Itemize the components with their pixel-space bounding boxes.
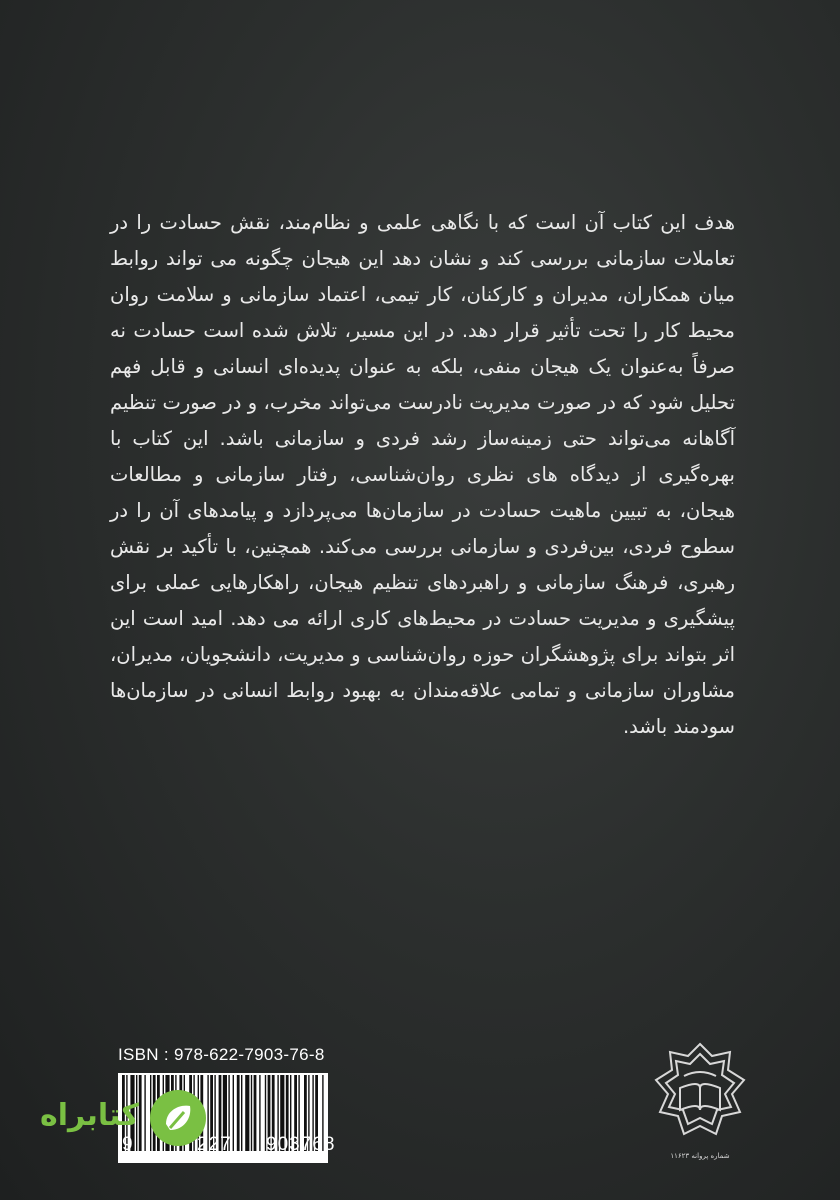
publisher-emblem <box>650 1040 750 1158</box>
publisher-license-caption: شماره پروانه ۱۱۶۲۳ <box>670 1152 730 1160</box>
barcode-digits-group1: 227 <box>197 1134 232 1155</box>
ketabrah-wordmark: کتابراه <box>40 1098 139 1133</box>
barcode-digits-group2: 903768 <box>266 1134 336 1155</box>
book-in-star-emblem-icon <box>650 1040 750 1150</box>
blurb-paragraph: هدف این کتاب آن است که با نگاهی علمی و نظام‌مند، نقش حسادت را در تعاملات سازمانی بررسی کند و نشان دهد این هیجان چگونه می تواند روابط میان همکاران، مدیران و کارکنان، کار تیمی، اعتماد سازمانی و سلامت روان محیط کار را تحت تأثیر قرار دهد. در این مسیر، تلاش شده است حسادت نه صرفاً به‌عنوان یک هیجان منفی، بلکه به عنوان پدیده‌ای انسانی و قابل فهم تحلیل شود که در صورت مدیریت نادرست می‌تواند مخرب، و در صورت تنظیم آگاهانه می‌تواند حتی زمینه‌ساز رشد فردی و سازمانی باشد. این کتاب با بهره‌گیری از دیدگاه های نظری روان‌شناسی، رفتار سازمانی و مطالعات هیجان، به تبیین ماهیت حسادت در سازمان‌ها می‌پردازد و پیامدهای آن را در سطوح فردی، بین‌فردی و سازمانی بررسی می‌کند. همچنین، با تأکید بر نقش رهبری، فرهنگ سازمانی و راهبردهای تنظیم هیجان، راهکارهایی عملی برای پیشگیری و مدیریت حسادت در محیط‌های کاری ارائه می دهد. امید است این اثر بتواند برای پژوهشگران حوزه روان‌شناسی و مدیریت، دانشجویان، مدیران، مشاوران سازمانی و تمامی علاقه‌مندان به بهبود روابط انسانی در سازمان‌ها سودمند باشد. <box>110 211 735 738</box>
barcode-digits-lead: 9 <box>122 1134 134 1155</box>
ketabrah-logo <box>40 1090 190 1150</box>
back-cover-blurb <box>110 205 735 745</box>
isbn-label: ISBN : 978-622-7903-76-8 <box>118 1045 325 1064</box>
ketabrah-leaf-icon <box>150 1090 206 1146</box>
